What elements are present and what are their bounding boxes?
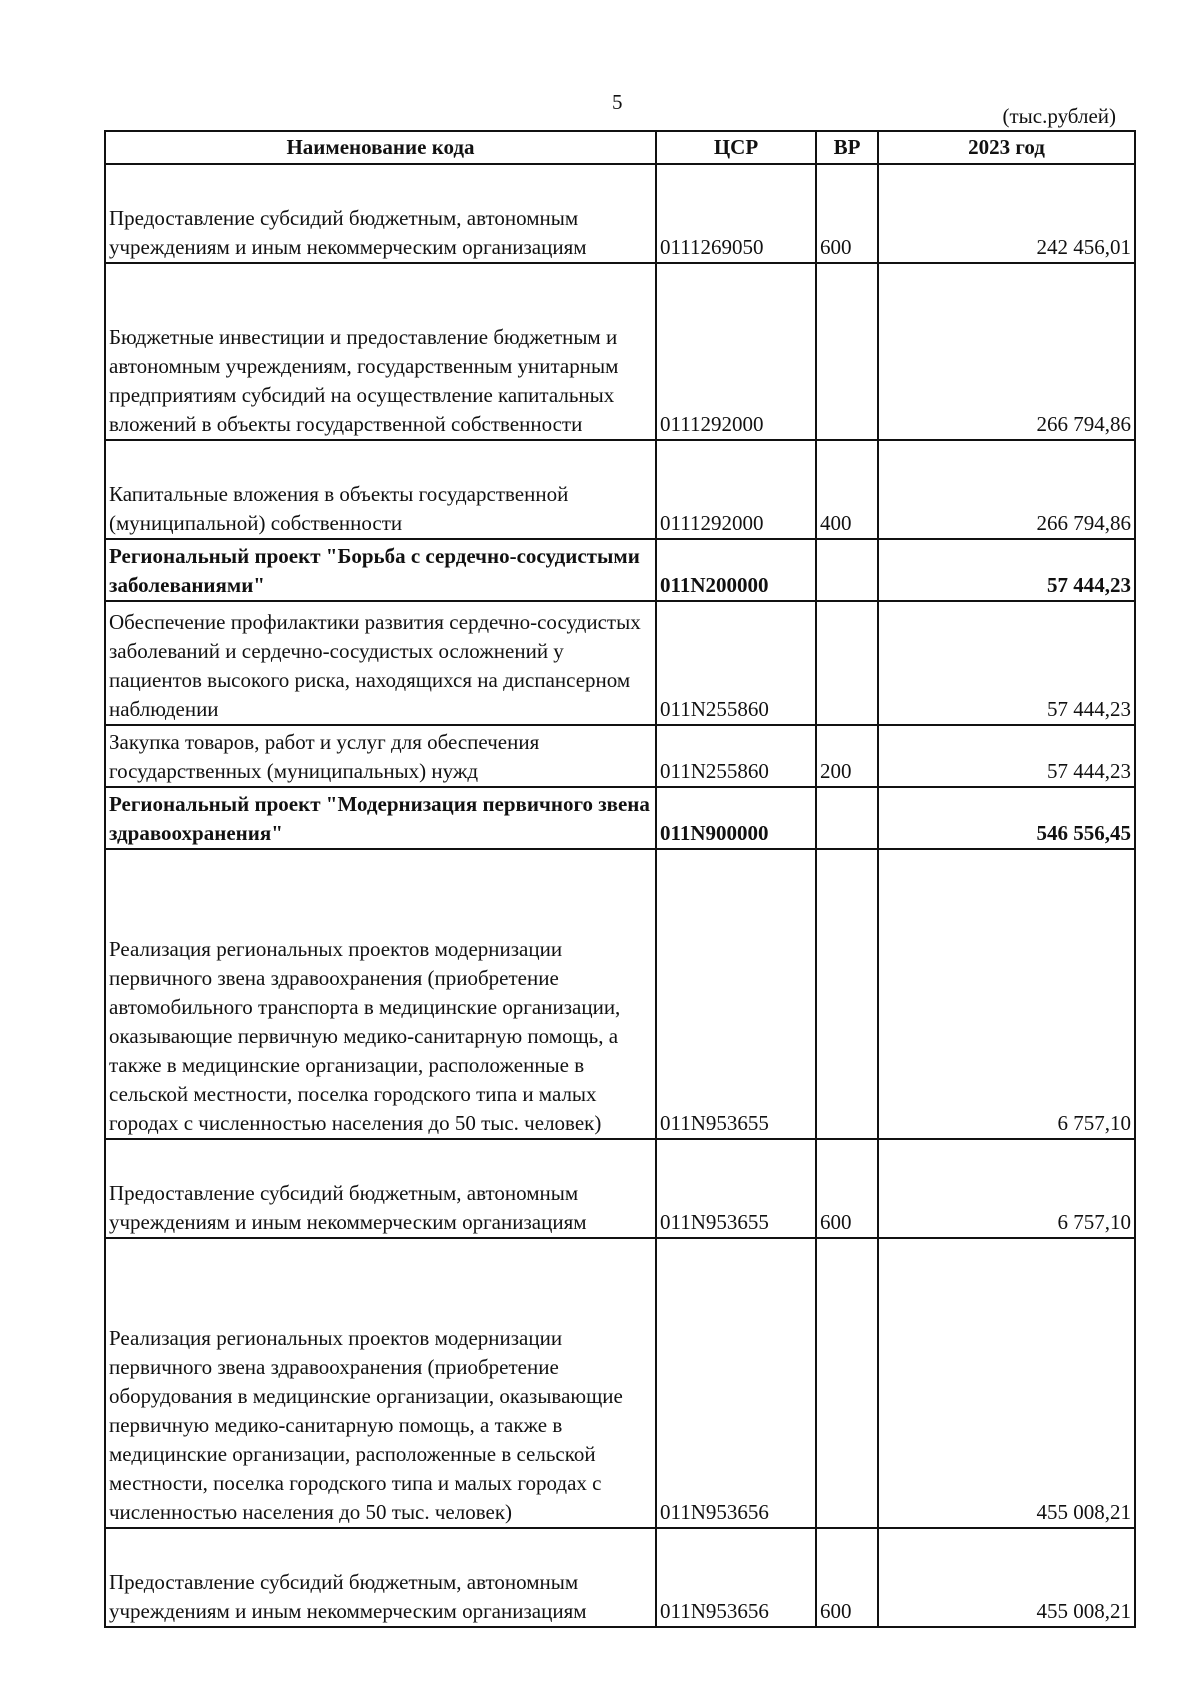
table-row bbox=[105, 849, 1135, 1139]
cell-sum: 6 757,10 bbox=[878, 1139, 1135, 1238]
table-row bbox=[105, 539, 1135, 601]
budget-table bbox=[104, 130, 1136, 1628]
cell-csr: 011N953655 bbox=[656, 1139, 816, 1238]
cell-name: Реализация региональных проектов модернизации первичного звена здравоохранения (приобретение автомобильного транспорта в медицинские организации, оказывающие первичную медико-санитарную помощь, а также в медицинские организации, расположенные в сельской местности, поселка городского типа и малых городах с численностью населения до 50 тыс. человек) bbox=[105, 849, 656, 1139]
cell-csr: 0111292000 bbox=[656, 263, 816, 440]
cell-sum: 266 794,86 bbox=[878, 440, 1135, 539]
table-row bbox=[105, 164, 1135, 263]
cell-vr: 600 bbox=[816, 1139, 878, 1238]
cell-sum: 455 008,21 bbox=[878, 1238, 1135, 1528]
cell-vr bbox=[816, 539, 878, 601]
table-row bbox=[105, 1238, 1135, 1528]
cell-name: Закупка товаров, работ и услуг для обеспечения государственных (муниципальных) нужд bbox=[105, 725, 656, 787]
cell-csr: 011N900000 bbox=[656, 787, 816, 849]
cell-vr: 400 bbox=[816, 440, 878, 539]
table-row bbox=[105, 263, 1135, 440]
table-header-row bbox=[105, 131, 1135, 164]
cell-name: Предоставление субсидий бюджетным, автономным учреждениям и иным некоммерческим организациям bbox=[105, 164, 656, 263]
cell-vr: 600 bbox=[816, 1528, 878, 1627]
cell-csr: 011N255860 bbox=[656, 601, 816, 725]
table-row bbox=[105, 601, 1135, 725]
cell-name: Капитальные вложения в объекты государственной (муниципальной) собственности bbox=[105, 440, 656, 539]
page-number: 5 bbox=[612, 90, 623, 114]
cell-name: Предоставление субсидий бюджетным, автономным учреждениям и иным некоммерческим организациям bbox=[105, 1139, 656, 1238]
cell-csr: 011N953656 bbox=[656, 1528, 816, 1627]
table-row bbox=[105, 787, 1135, 849]
cell-sum: 57 444,23 bbox=[878, 601, 1135, 725]
table-row bbox=[105, 725, 1135, 787]
cell-name: Обеспечение профилактики развития сердечно-сосудистых заболеваний и сердечно-сосудистых осложнений у пациентов высокого риска, находящихся на диспансерном наблюдении bbox=[105, 601, 656, 725]
cell-name: Предоставление субсидий бюджетным, автономным учреждениям и иным некоммерческим организациям bbox=[105, 1528, 656, 1627]
cell-sum: 455 008,21 bbox=[878, 1528, 1135, 1627]
cell-sum: 242 456,01 bbox=[878, 164, 1135, 263]
cell-name: Реализация региональных проектов модернизации первичного звена здравоохранения (приобретение оборудования в медицинские организации, оказывающие первичную медико-санитарную помощь, а также в медицинские организации, расположенные в сельской местности, поселка городского типа и малых городах с численностью населения до 50 тыс. человек) bbox=[105, 1238, 656, 1528]
cell-vr bbox=[816, 1238, 878, 1528]
header-csr: ЦСР bbox=[656, 131, 816, 164]
cell-csr: 0111292000 bbox=[656, 440, 816, 539]
cell-sum: 57 444,23 bbox=[878, 539, 1135, 601]
cell-vr: 600 bbox=[816, 164, 878, 263]
header-name: Наименование кода bbox=[105, 131, 656, 164]
table-row bbox=[105, 1528, 1135, 1627]
units-label: (тыс.рублей) bbox=[1002, 104, 1116, 128]
cell-vr bbox=[816, 849, 878, 1139]
cell-sum: 6 757,10 bbox=[878, 849, 1135, 1139]
cell-sum: 266 794,86 bbox=[878, 263, 1135, 440]
header-vr: ВР bbox=[816, 131, 878, 164]
cell-sum: 57 444,23 bbox=[878, 725, 1135, 787]
cell-name: Региональный проект "Модернизация первичного звена здравоохранения" bbox=[105, 787, 656, 849]
cell-name: Региональный проект "Борьба с сердечно-сосудистыми заболеваниями" bbox=[105, 539, 656, 601]
cell-vr: 200 bbox=[816, 725, 878, 787]
cell-name: Бюджетные инвестиции и предоставление бюджетным и автономным учреждениям, государственным унитарным предприятиям субсидий на осуществление капитальных вложений в объекты государственной собственности bbox=[105, 263, 656, 440]
table-row bbox=[105, 440, 1135, 539]
cell-csr: 011N953656 bbox=[656, 1238, 816, 1528]
cell-csr: 011N255860 bbox=[656, 725, 816, 787]
cell-sum: 546 556,45 bbox=[878, 787, 1135, 849]
cell-vr bbox=[816, 787, 878, 849]
cell-csr: 011N200000 bbox=[656, 539, 816, 601]
header-year: 2023 год bbox=[878, 131, 1135, 164]
cell-vr bbox=[816, 601, 878, 725]
cell-csr: 011N953655 bbox=[656, 849, 816, 1139]
cell-csr: 0111269050 bbox=[656, 164, 816, 263]
table-row bbox=[105, 1139, 1135, 1238]
cell-vr bbox=[816, 263, 878, 440]
